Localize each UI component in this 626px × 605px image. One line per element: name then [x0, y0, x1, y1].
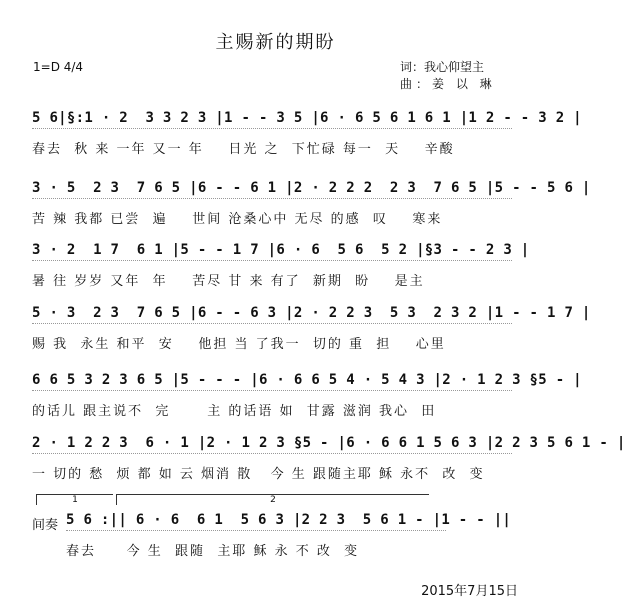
notes-line-2: 3 · 5 2 3 7 6 5 |6 - - 6 1 |2 · 2 2 2 2 3 7 6 5 |5 - - 5 6 |	[32, 180, 591, 196]
key-signature: 1=D 4/4	[33, 60, 84, 74]
notes-line-4: 5 · 3 2 3 7 6 5 |6 - - 6 3 |2 · 2 2 3 5 3 2 3 2 |1 - - 1 7 |	[32, 305, 591, 321]
underline-4	[32, 323, 512, 325]
notes-line-7: 5 6 :|| 6 · 6 6 1 5 6 3 |2 2 3 5 6 1 - |1 - - ||	[66, 512, 512, 528]
underline-2	[32, 198, 512, 200]
composition-date: 2015年7月15日	[421, 584, 518, 599]
notes-line-3: 3 · 2 1 7 6 1 |5 - - 1 7 |6 · 6 5 6 5 2 |§3 - - 2 3 |	[32, 242, 530, 258]
underline-5	[32, 390, 512, 392]
underline-7	[66, 530, 446, 532]
interlude-label: 间奏	[32, 518, 59, 533]
lyrics-line-6: 一 切的 愁 烦 都 如 云 烟消 散 今 生 跟随主耶 稣 永不 改 变	[32, 467, 485, 482]
underline-6	[32, 453, 512, 455]
lyrics-line-4: 赐 我 永生 和平 安 他担 当 了我一 切的 重 担 心里	[32, 337, 446, 352]
underline-3	[32, 260, 512, 262]
lyrics-line-1: 春去 秋 来 一年 又一 年 日光 之 下忙碌 每一 天 辛酸	[32, 142, 455, 157]
lyricist-credit: 词：我心仰望主	[400, 60, 485, 74]
notes-line-5: 6 6 5 3 2 3 6 5 |5 - - - |6 · 6 6 5 4 · 5 4 3 |2 · 1 2 3 §5 - |	[32, 372, 582, 388]
notes-line-1: 5 6|§:1 · 2 3 3 2 3 |1 - - 3 5 |6 · 6 5 6 1 6 1 |1 2 - - 3 2 |	[32, 110, 582, 126]
lyrics-line-5: 的话儿 跟主说不 完 主 的话语 如 甘露 滋润 我心 田	[32, 404, 437, 419]
volta-bracket-2: 2	[116, 494, 429, 505]
notes-line-6: 2 · 1 2 2 3 6 · 1 |2 · 1 2 3 §5 - |6 · 6 6 1 5 6 3 |2 2 3 5 6 1 - |	[32, 435, 626, 451]
lyrics-line-7: 春去 今 生 跟随 主耶 稣 永 不 改 变	[66, 544, 360, 559]
lyrics-line-2: 苦 辣 我都 已尝 遍 世间 沧桑心中 无尽 的感 叹 寒来	[32, 212, 443, 227]
volta-bracket-1: 1	[36, 494, 113, 505]
underline-1	[32, 128, 512, 130]
score-title: 主赐新的期盼	[215, 32, 336, 53]
lyrics-line-3: 暑 往 岁岁 又年 年 苦尽 甘 来 有了 新期 盼 是主	[32, 274, 425, 289]
composer-credit: 曲：姜 以 琳	[400, 77, 496, 91]
